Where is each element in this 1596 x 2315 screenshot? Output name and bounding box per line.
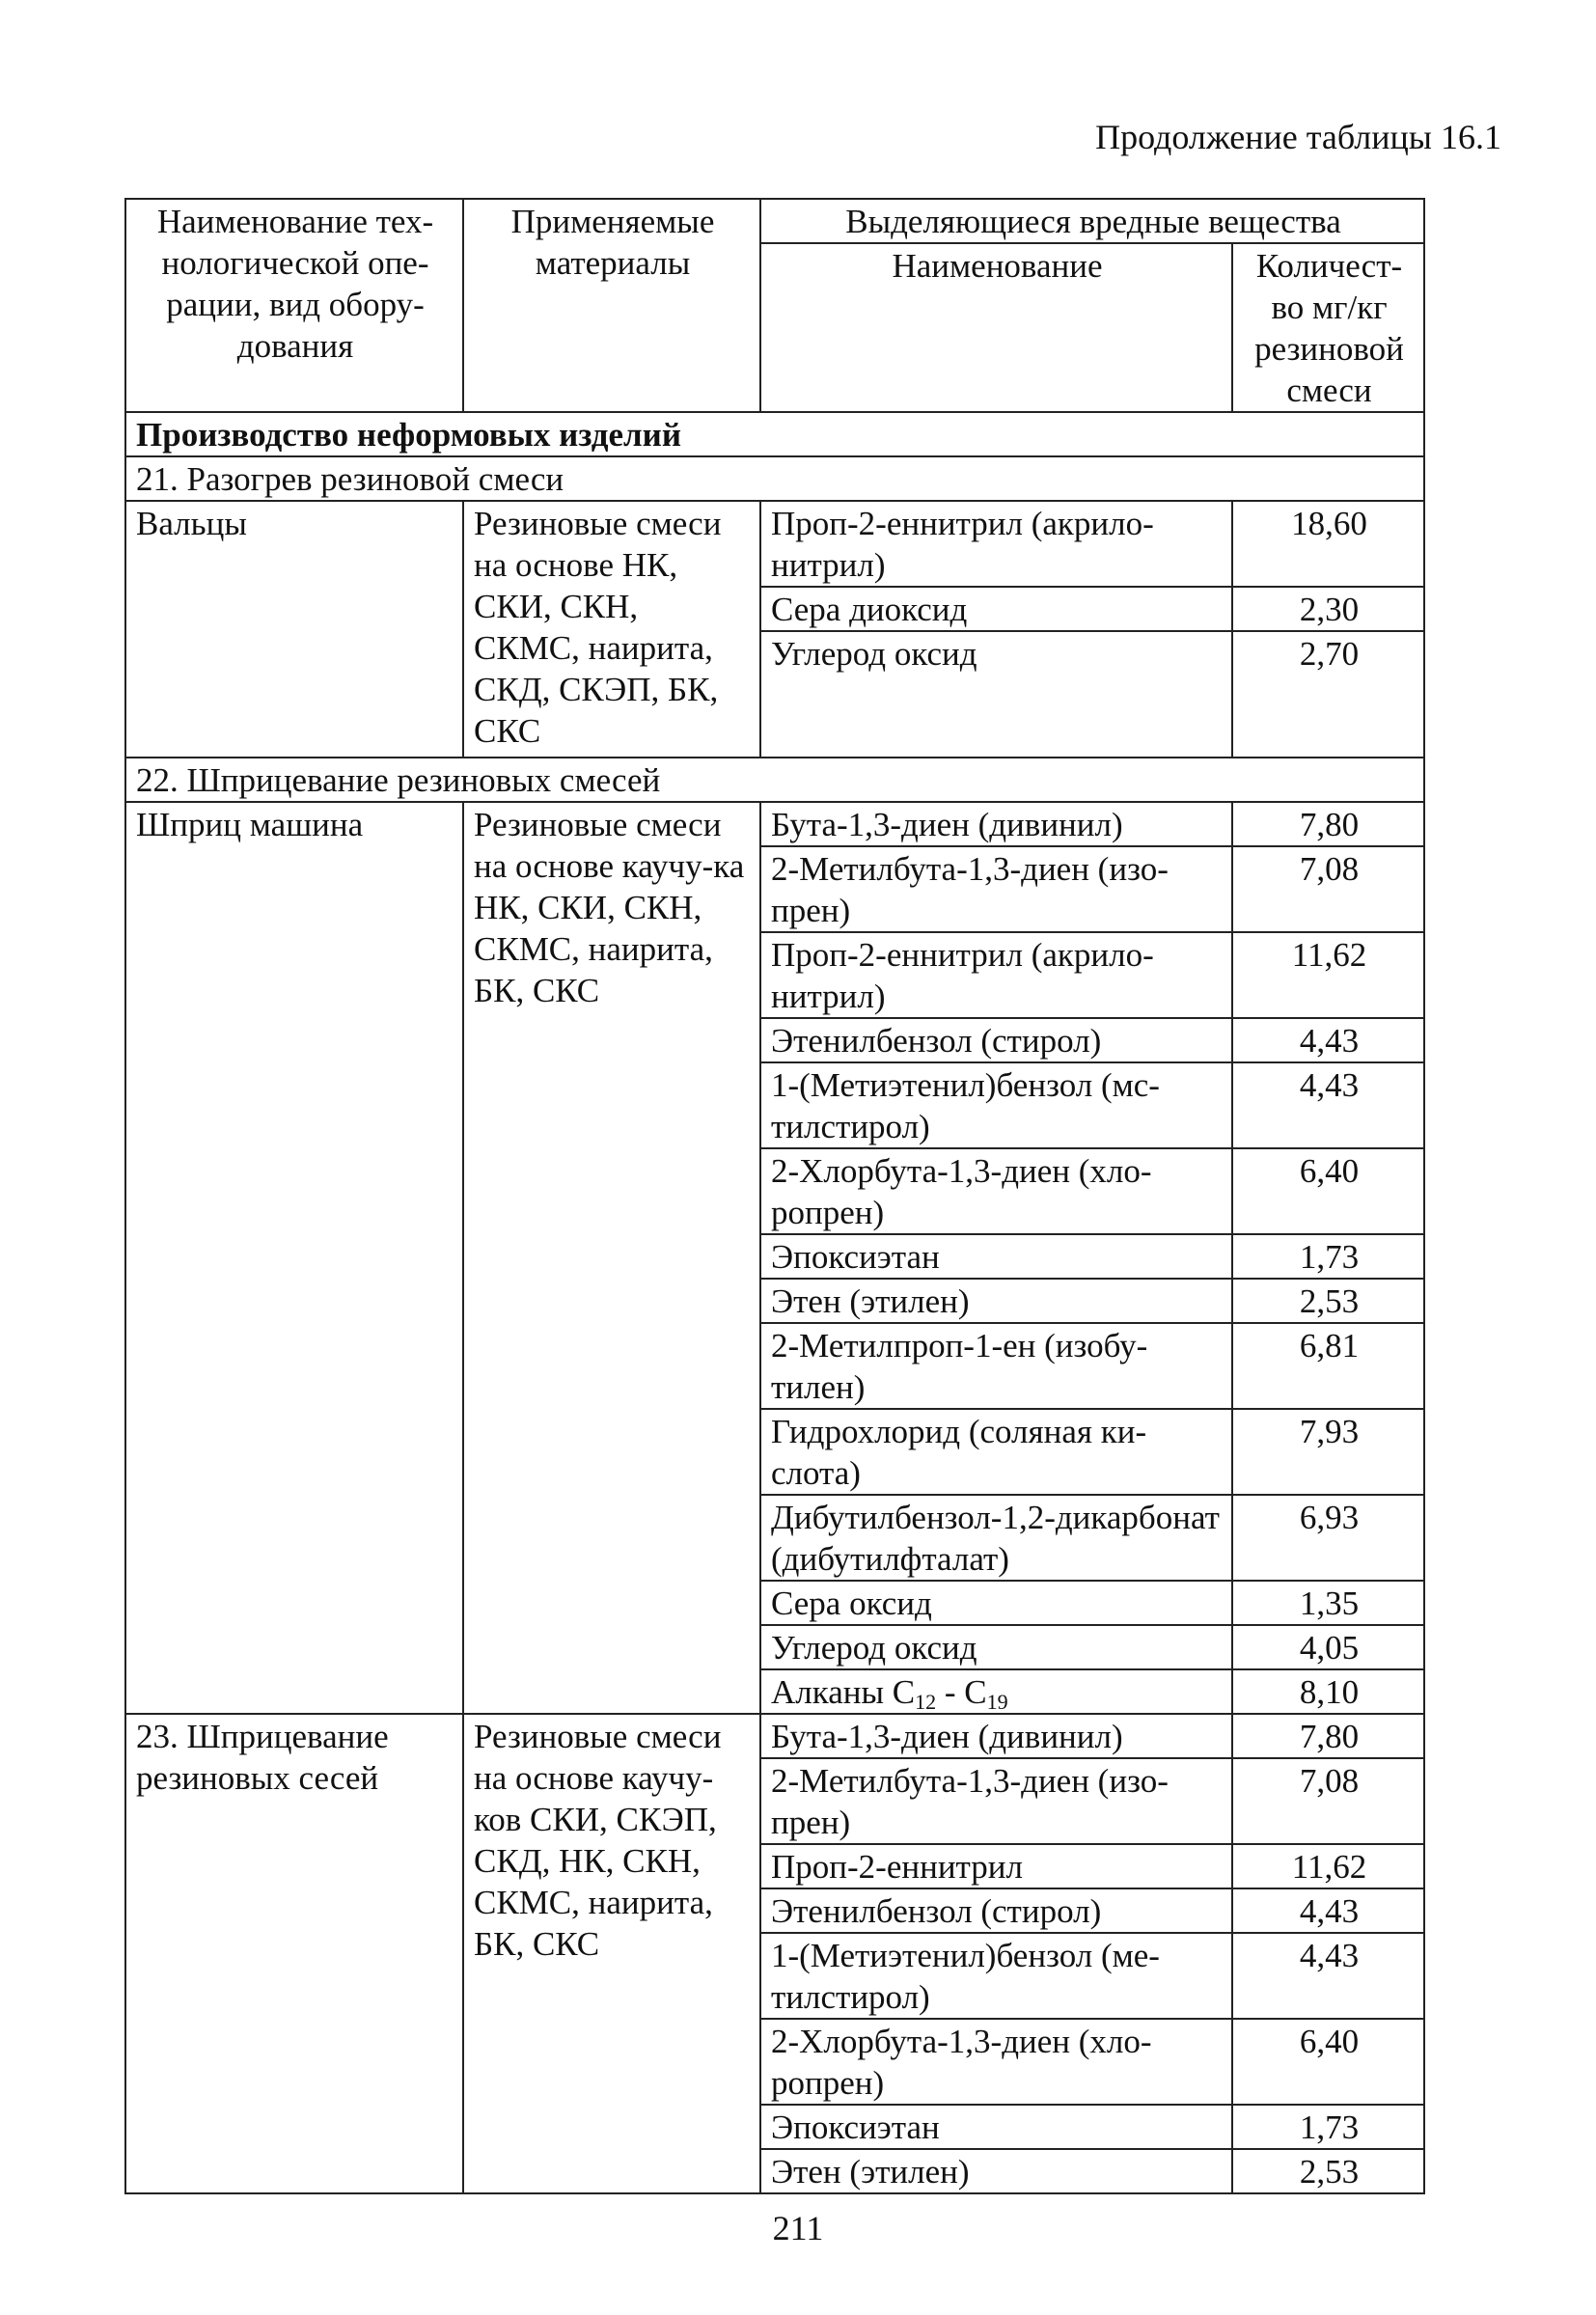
operation-cell: Шприц машина xyxy=(125,802,463,1714)
substance-quantity: 11,62 xyxy=(1232,1844,1424,1888)
substance-quantity: 6,40 xyxy=(1232,2019,1424,2105)
substance-name-alkanes xyxy=(760,1669,1232,1714)
alkanes-subscript-to: 19 xyxy=(986,1690,1008,1714)
section-title: Производство неформовых изделий xyxy=(125,412,1424,456)
substance-quantity: 6,81 xyxy=(1232,1323,1424,1409)
substance-quantity: 8,10 xyxy=(1232,1669,1424,1714)
substance-quantity: 6,93 xyxy=(1232,1495,1424,1581)
page-number: 211 xyxy=(772,2209,824,2247)
substance-quantity: 4,43 xyxy=(1232,1018,1424,1062)
substance-name: Бута-1,3-диен (дивинил) xyxy=(760,802,1232,846)
substance-quantity: 7,80 xyxy=(1232,802,1424,846)
substance-name: 2-Хлорбута-1,3-диен (хло-ропрен) xyxy=(760,1148,1232,1234)
alkanes-separator: - С xyxy=(936,1673,987,1711)
section-heading: 22. Шприцевание резиновых смесей xyxy=(125,758,1424,802)
substance-quantity: 4,05 xyxy=(1232,1625,1424,1669)
alkanes-prefix: Алканы С xyxy=(771,1673,916,1711)
substance-name: Эпоксиэтан xyxy=(760,2105,1232,2149)
substance-quantity: 6,40 xyxy=(1232,1148,1424,1234)
header-substances-group: Выделяющиеся вредные вещества xyxy=(760,199,1424,243)
substance-name: Углерод оксид xyxy=(760,631,1232,758)
alkanes-subscript-from: 12 xyxy=(915,1690,937,1714)
table-caption: Продолжение таблицы 16.1 xyxy=(1095,118,1501,156)
substance-quantity: 7,80 xyxy=(1232,1714,1424,1758)
substance-name: Этенилбензол (стирол) xyxy=(760,1888,1232,1933)
substance-quantity: 7,93 xyxy=(1232,1409,1424,1495)
substance-name: Сера оксид xyxy=(760,1581,1232,1625)
section-heading: 21. Разогрев резиновой смеси xyxy=(125,456,1424,501)
materials-cell: Резиновые смеси на основе каучу-ка НК, СКИ, СКН, СКМС, наирита, БК, СКС xyxy=(463,802,760,1714)
substance-name: Бута-1,3-диен (дивинил) xyxy=(760,1714,1232,1758)
substance-name: Эпоксиэтан xyxy=(760,1234,1232,1279)
substance-name: Сера диоксид xyxy=(760,587,1232,631)
substance-name: 2-Метилбута-1,3-диен (изо-прен) xyxy=(760,1758,1232,1844)
operation-cell: 23. Шприцевание резиновых сесей xyxy=(125,1714,463,2193)
substance-quantity: 4,43 xyxy=(1232,1933,1424,2019)
header-substance-name: Наименование xyxy=(760,243,1232,412)
substance-name: 2-Метилбута-1,3-диен (изо-прен) xyxy=(760,846,1232,932)
substance-name: Углерод оксид xyxy=(760,1625,1232,1669)
substance-quantity: 2,53 xyxy=(1232,1279,1424,1323)
substance-name: Проп-2-еннитрил xyxy=(760,1844,1232,1888)
header-materials: Применяемые материалы xyxy=(463,199,760,412)
emissions-table xyxy=(124,198,1425,2194)
substance-quantity: 2,30 xyxy=(1232,587,1424,631)
substance-name: Этенилбензол (стирол) xyxy=(760,1018,1232,1062)
substance-name: Проп-2-еннитрил (акрило-нитрил) xyxy=(760,932,1232,1018)
substance-quantity: 1,73 xyxy=(1232,2105,1424,2149)
materials-cell: Резиновые смеси на основе каучу-ков СКИ, СКЭП, СКД, НК, СКН, СКМС, наирита, БК, СКС xyxy=(463,1714,760,2193)
substance-name: Этен (этилен) xyxy=(760,1279,1232,1323)
substance-quantity: 4,43 xyxy=(1232,1888,1424,1933)
substance-name: 2-Метилпроп-1-ен (изобу-тилен) xyxy=(760,1323,1232,1409)
substance-name: Этен (этилен) xyxy=(760,2149,1232,2193)
substance-quantity: 1,73 xyxy=(1232,1234,1424,1279)
substance-quantity: 2,70 xyxy=(1232,631,1424,758)
substance-quantity: 4,43 xyxy=(1232,1062,1424,1148)
substance-quantity: 11,62 xyxy=(1232,932,1424,1018)
header-quantity: Количест-во мг/кг резиновой смеси xyxy=(1232,243,1424,412)
substance-quantity: 18,60 xyxy=(1232,501,1424,587)
substance-name: Дибутилбензол-1,2-дикарбонат (дибутилфталат) xyxy=(760,1495,1232,1581)
materials-cell: Резиновые смеси на основе НК, СКИ, СКН, СКМС, наирита, СКД, СКЭП, БК, СКС xyxy=(463,501,760,758)
header-operation: Наименование тех-нологической опе-рации, вид обору-дования xyxy=(125,199,463,412)
substance-quantity: 2,53 xyxy=(1232,2149,1424,2193)
substance-name: Проп-2-еннитрил (акрило-нитрил) xyxy=(760,501,1232,587)
substance-name: Гидрохлорид (соляная ки-слота) xyxy=(760,1409,1232,1495)
substance-name: 1-(Метиэтенил)бензол (мс-тилстирол) xyxy=(760,1062,1232,1148)
substance-name: 1-(Метиэтенил)бензол (ме-тилстирол) xyxy=(760,1933,1232,2019)
substance-quantity: 7,08 xyxy=(1232,846,1424,932)
substance-name: 2-Хлорбута-1,3-диен (хло-ропрен) xyxy=(760,2019,1232,2105)
substance-quantity: 1,35 xyxy=(1232,1581,1424,1625)
operation-cell: Вальцы xyxy=(125,501,463,758)
substance-quantity: 7,08 xyxy=(1232,1758,1424,1844)
